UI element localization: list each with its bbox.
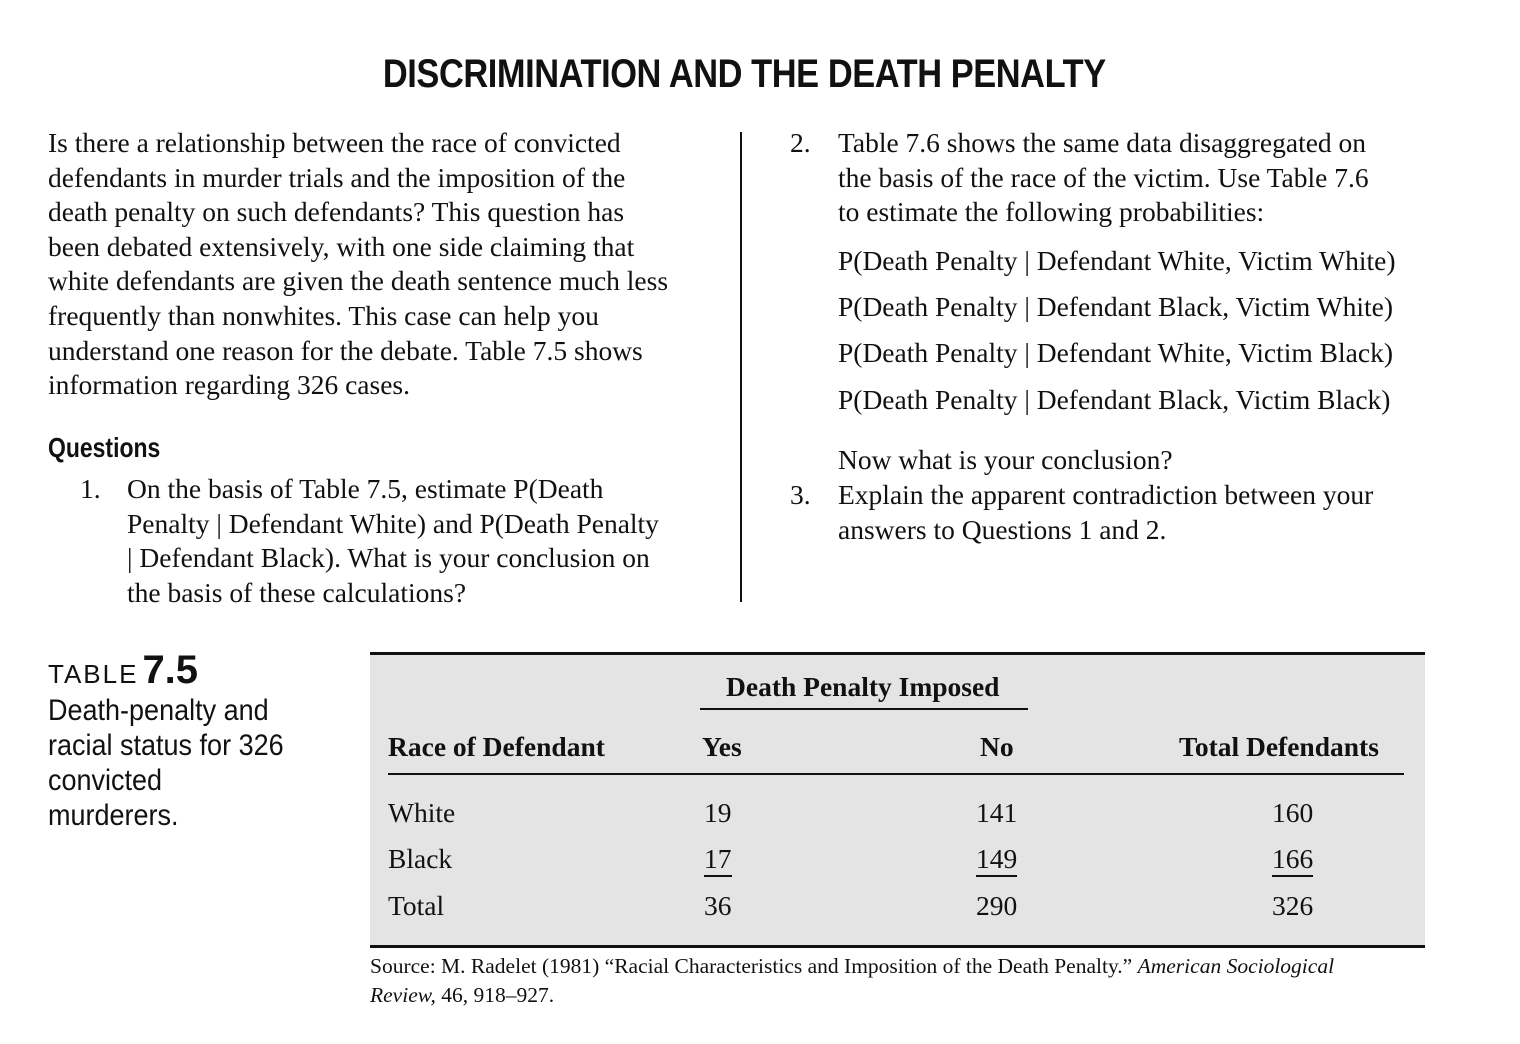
page-title: DISCRIMINATION AND THE DEATH PENALTY xyxy=(382,52,1106,96)
intro-line: understand one reason for the debate. Table 7.5 shows xyxy=(48,334,643,366)
column-header-yes: Yes xyxy=(702,731,742,762)
intro-line: frequently than nonwhites. This case can help you xyxy=(48,299,599,331)
column-divider xyxy=(740,132,742,602)
source-citation xyxy=(370,952,1440,1010)
row-label: Total xyxy=(388,890,445,921)
group-header-rule xyxy=(700,708,1028,710)
table-caption xyxy=(48,648,348,833)
intro-paragraph xyxy=(48,126,728,403)
question-line: Explain the apparent contradiction between your xyxy=(838,479,1374,510)
group-header: Death Penalty Imposed xyxy=(726,671,1000,702)
question-line: to estimate the following probabilities: xyxy=(838,196,1265,228)
source-text: Source: M. Radelet (1981) “Racial Characteristics and Imposition of the Death Penalty.” xyxy=(370,954,1138,978)
probability-expression: P(Death Penalty | Defendant White, Victim White) xyxy=(838,245,1396,276)
question-line: On the basis of Table 7.5, estimate P(Death xyxy=(127,473,604,504)
column-header-no: No xyxy=(980,731,1014,762)
table-description xyxy=(48,693,345,833)
intro-line: white defendants are given the death sentence much less xyxy=(48,265,669,297)
cell-yes: 17 xyxy=(704,843,732,877)
intro-line: death penalty on such defendants? This question has xyxy=(48,196,625,228)
cell-no: 149 xyxy=(976,843,1017,877)
question-line: Table 7.6 shows the same data disaggregated on xyxy=(838,127,1367,158)
caption-line: convicted xyxy=(48,764,163,797)
table-number: 7.5 xyxy=(142,648,199,692)
journal-title: American Sociological xyxy=(1137,954,1335,978)
data-table xyxy=(370,652,1425,948)
cell-no: 141 xyxy=(976,797,1018,828)
question-number: 1. xyxy=(80,473,101,504)
question-number: 2. xyxy=(790,127,811,158)
intro-line: information regarding 326 cases. xyxy=(48,369,410,401)
cell-yes: 36 xyxy=(704,890,732,921)
intro-line: Is there a relationship between the race of convicted xyxy=(48,127,621,158)
intro-line: defendants in murder trials and the imposition of the xyxy=(48,161,626,193)
caption-line: racial status for 326 xyxy=(48,729,284,762)
intro-line: been debated extensively, with one side claiming that xyxy=(48,230,635,262)
column-header-race: Race of Defendant xyxy=(388,731,605,762)
cell-total: 160 xyxy=(1272,797,1314,828)
question-line: answers to Questions 1 and 2. xyxy=(838,513,1167,545)
row-label: Black xyxy=(388,843,453,874)
journal-title-cont: Review, xyxy=(370,983,436,1007)
cell-no: 290 xyxy=(976,890,1018,921)
caption-line: murderers. xyxy=(48,799,179,832)
header-rule xyxy=(388,773,1404,775)
table-label: TABLE xyxy=(48,659,139,689)
column-header-total: Total Defendants xyxy=(1179,731,1379,762)
probability-expression: P(Death Penalty | Defendant Black, Victim Black) xyxy=(838,384,1391,415)
row-label: White xyxy=(388,797,456,828)
questions-heading: Questions xyxy=(48,432,161,463)
question-line: the basis of these calculations? xyxy=(127,576,467,608)
source-pages: 46, 918–927. xyxy=(435,983,555,1007)
probability-expression: P(Death Penalty | Defendant Black, Victim White) xyxy=(838,291,1393,322)
cell-total: 326 xyxy=(1272,890,1314,921)
cell-total: 166 xyxy=(1272,843,1313,877)
question-line: Penalty | Defendant White) and P(Death Penalty xyxy=(127,507,659,539)
question-number: 3. xyxy=(790,479,811,510)
question-line: the basis of the race of the victim. Use Table 7.6 xyxy=(838,161,1369,193)
question-followup: Now what is your conclusion? xyxy=(838,444,1173,475)
probability-expression: P(Death Penalty | Defendant White, Victim Black) xyxy=(838,337,1393,368)
question-line: | Defendant Black). What is your conclusion on xyxy=(127,542,650,574)
caption-line: Death-penalty and xyxy=(48,694,269,727)
cell-yes: 19 xyxy=(704,797,732,828)
